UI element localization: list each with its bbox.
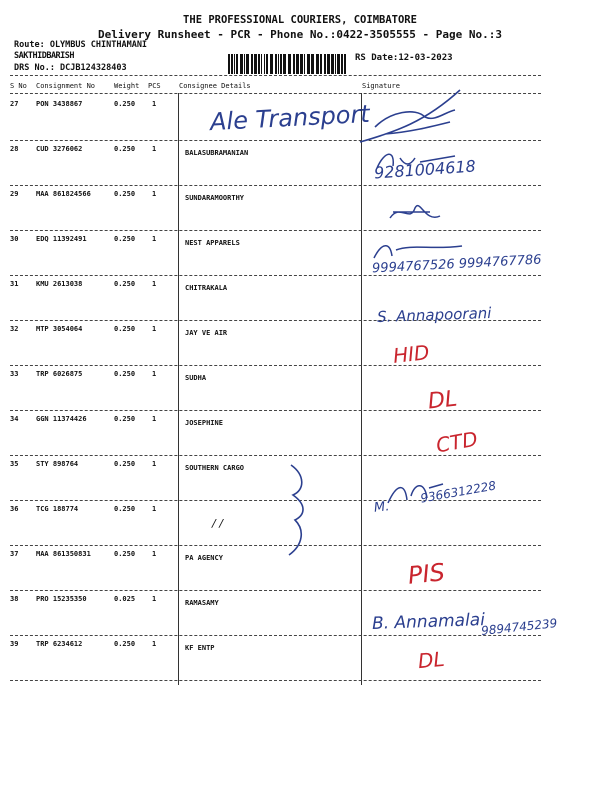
row-divider bbox=[10, 185, 541, 186]
cell-weight: 0.250 bbox=[114, 370, 136, 378]
cell-pcs: 1 bbox=[152, 235, 157, 243]
col-consignment: Consignment No bbox=[36, 82, 96, 90]
cell-sno: 33 bbox=[10, 370, 19, 378]
cell-sno: 36 bbox=[10, 505, 19, 513]
cell-consignee: JOSEPHINE bbox=[185, 419, 223, 427]
cell-consignment: CUD 3276062 bbox=[36, 145, 83, 153]
barcode bbox=[228, 54, 348, 74]
handwritten-phone: 9994767526 9994767786 bbox=[371, 252, 542, 277]
cell-pcs: 1 bbox=[152, 460, 157, 468]
cell-sno: 39 bbox=[10, 640, 19, 648]
cell-pcs: 1 bbox=[152, 325, 157, 333]
cell-weight: 0.250 bbox=[114, 505, 136, 513]
cell-sno: 31 bbox=[10, 280, 19, 288]
cell-pcs: 1 bbox=[152, 280, 157, 288]
runsheet-title: Delivery Runsheet - PCR - Phone No.:0422-3505555 - Page No.:3 bbox=[98, 28, 502, 41]
cell-consignment: PRO 15235350 bbox=[36, 595, 87, 603]
row-divider bbox=[10, 365, 541, 366]
cell-sno: 37 bbox=[10, 550, 19, 558]
cell-consignee: SUDHA bbox=[185, 374, 207, 382]
row-divider bbox=[10, 590, 541, 591]
bracket-scribble bbox=[283, 460, 313, 560]
cell-consignment: TCG 188774 bbox=[36, 505, 79, 513]
handwritten-phone: 9366312228 bbox=[419, 478, 497, 506]
cell-weight: 0.250 bbox=[114, 190, 136, 198]
row-divider bbox=[10, 410, 541, 411]
row-divider bbox=[10, 230, 541, 231]
col-weight: Weight bbox=[114, 82, 140, 90]
handwritten-mark: CTD bbox=[434, 426, 480, 458]
cell-pcs: 1 bbox=[152, 550, 157, 558]
handwritten-mark: / / bbox=[212, 517, 223, 530]
handwritten-mark: HID bbox=[391, 340, 431, 368]
cell-pcs: 1 bbox=[152, 100, 157, 108]
cell-weight: 0.250 bbox=[114, 280, 136, 288]
cell-pcs: 1 bbox=[152, 370, 157, 378]
rs-date: RS Date:12-03-2023 bbox=[355, 53, 453, 63]
cell-consignment: GGN 11374426 bbox=[36, 415, 87, 423]
cell-weight: 0.250 bbox=[114, 460, 136, 468]
cell-consignee: CHITRAKALA bbox=[185, 284, 228, 292]
cell-consignment: STY 898764 bbox=[36, 460, 79, 468]
cell-consignee: KF ENTP bbox=[185, 644, 215, 652]
handwritten-mark: PIS bbox=[406, 558, 447, 590]
cell-consignment: PON 3438867 bbox=[36, 100, 83, 108]
col-signature: Signature bbox=[362, 82, 400, 90]
cell-sno: 38 bbox=[10, 595, 19, 603]
route-line-2: SAKTHIDBARISH bbox=[14, 51, 75, 61]
handwritten-mark: DL bbox=[417, 646, 446, 674]
handwritten-name: S. Annapoorani bbox=[376, 304, 492, 326]
cell-sno: 35 bbox=[10, 460, 19, 468]
cell-consignee: SOUTHERN CARGO bbox=[185, 464, 245, 472]
cell-consignment: EDQ 11392491 bbox=[36, 235, 87, 243]
cell-pcs: 1 bbox=[152, 595, 157, 603]
cell-sno: 32 bbox=[10, 325, 19, 333]
cell-consignment: MTP 3054064 bbox=[36, 325, 83, 333]
cell-weight: 0.250 bbox=[114, 325, 136, 333]
col-sno: S No bbox=[10, 82, 27, 90]
cell-consignee: JAY VE AIR bbox=[185, 329, 228, 337]
col-pcs: PCS bbox=[148, 82, 161, 90]
column-divider bbox=[361, 93, 362, 685]
cell-sno: 28 bbox=[10, 145, 19, 153]
cell-sno: 34 bbox=[10, 415, 19, 423]
row-divider bbox=[10, 275, 541, 276]
company-title: THE PROFESSIONAL COURIERS, COIMBATORE bbox=[183, 14, 417, 26]
cell-weight: 0.250 bbox=[114, 235, 136, 243]
handwritten-mark: M. bbox=[373, 499, 391, 516]
cell-pcs: 1 bbox=[152, 505, 157, 513]
cell-sno: 27 bbox=[10, 100, 19, 108]
handwritten-consignee: Ale Transport bbox=[209, 99, 371, 137]
cell-consignee: NEST APPARELS bbox=[185, 239, 240, 247]
handwritten-phone: 9281004618 bbox=[373, 156, 477, 183]
cell-pcs: 1 bbox=[152, 145, 157, 153]
cell-consignment: TRP 6026875 bbox=[36, 370, 83, 378]
handwritten-phone: 9894745239 bbox=[480, 616, 558, 638]
cell-consignment: KMU 2613038 bbox=[36, 280, 83, 288]
cell-sno: 29 bbox=[10, 190, 19, 198]
cell-sno: 30 bbox=[10, 235, 19, 243]
signature-scribble bbox=[355, 82, 475, 152]
route-line: Route: OLYMBUS CHINTHAMANI bbox=[14, 40, 148, 50]
row-divider bbox=[10, 635, 541, 636]
cell-consignee: SUNDARAMOORTHY bbox=[185, 194, 245, 202]
divider bbox=[10, 75, 541, 76]
row-divider bbox=[10, 455, 541, 456]
cell-weight: 0.250 bbox=[114, 550, 136, 558]
cell-consignment: MAA 861824566 bbox=[36, 190, 91, 198]
drs-number: DRS No.: DCJB124328403 bbox=[14, 63, 127, 73]
cell-pcs: 1 bbox=[152, 640, 157, 648]
cell-pcs: 1 bbox=[152, 415, 157, 423]
column-divider bbox=[178, 93, 179, 685]
handwritten-name: B. Annamalai bbox=[371, 610, 486, 634]
cell-consignee: PA AGENCY bbox=[185, 554, 223, 562]
signature-scribble bbox=[385, 198, 445, 228]
col-consignee: Consignee Details bbox=[179, 82, 251, 90]
cell-consignment: TRP 6234612 bbox=[36, 640, 83, 648]
row-divider bbox=[10, 500, 541, 501]
row-divider bbox=[10, 680, 541, 681]
cell-consignee: BALASUBRAMANIAN bbox=[185, 149, 249, 157]
cell-weight: 0.025 bbox=[114, 595, 136, 603]
cell-weight: 0.250 bbox=[114, 100, 136, 108]
cell-pcs: 1 bbox=[152, 190, 157, 198]
cell-weight: 0.250 bbox=[114, 145, 136, 153]
cell-consignee: RAMASAMY bbox=[185, 599, 219, 607]
cell-consignment: MAA 861350831 bbox=[36, 550, 91, 558]
cell-weight: 0.250 bbox=[114, 415, 136, 423]
cell-weight: 0.250 bbox=[114, 640, 136, 648]
handwritten-mark: DL bbox=[426, 386, 459, 415]
row-divider bbox=[10, 545, 541, 546]
